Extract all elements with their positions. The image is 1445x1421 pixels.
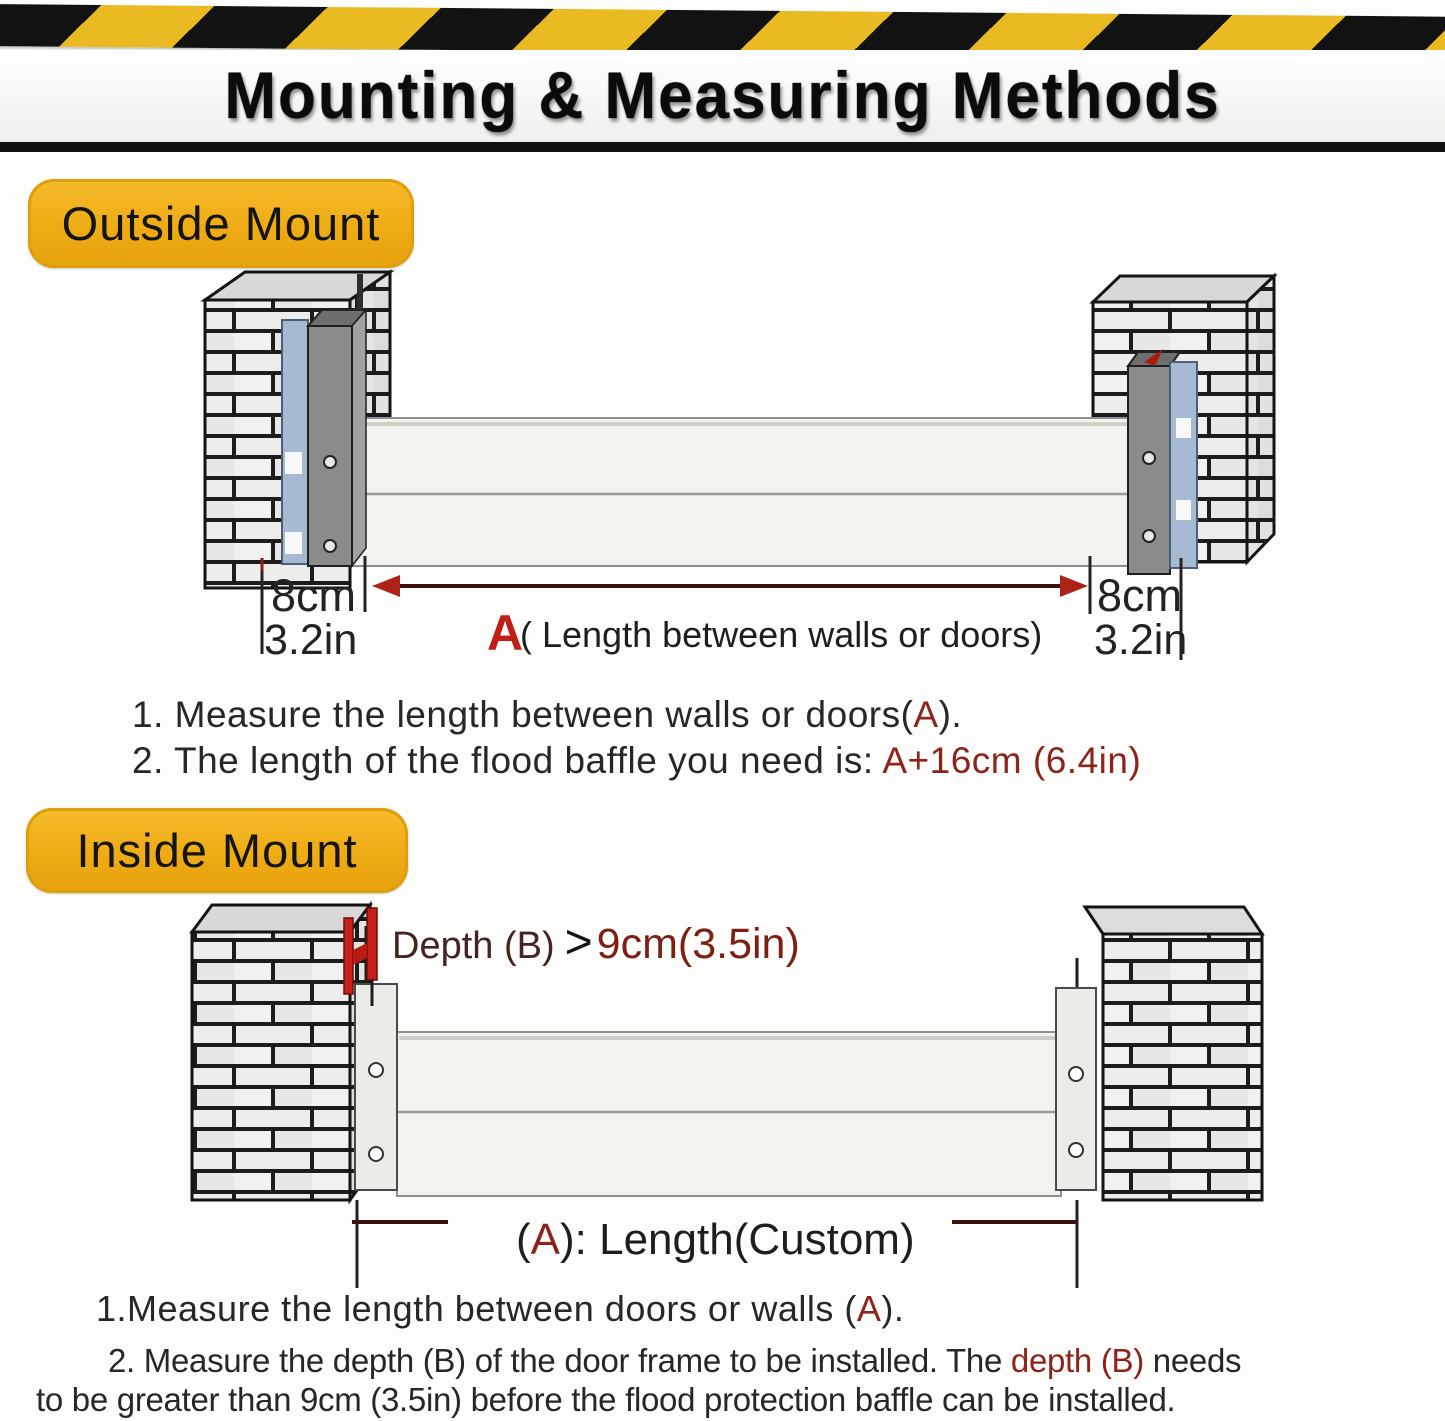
inside-mount-diagram bbox=[0, 898, 1445, 1298]
flood-barrier-panel bbox=[397, 1032, 1061, 1196]
mounting-bracket-right bbox=[1128, 349, 1197, 574]
custom-length-label bbox=[516, 1215, 915, 1264]
outside-step-2 bbox=[132, 740, 1141, 782]
paren-open: ( bbox=[516, 1215, 531, 1264]
dim-left-cm: 8cm bbox=[271, 570, 357, 621]
title-band bbox=[0, 50, 1445, 142]
flood-barrier-panel bbox=[352, 418, 1136, 566]
depth-label bbox=[392, 916, 800, 969]
step-text: 2. The length of the flood baffle you need is: bbox=[132, 740, 883, 781]
inside-step-1 bbox=[96, 1288, 904, 1330]
step-accent: A bbox=[913, 694, 939, 735]
length-letter-a: A bbox=[487, 605, 524, 661]
screw-hole bbox=[324, 456, 336, 468]
dim-right-cm: 8cm bbox=[1097, 570, 1183, 621]
length-caption: ( Length between walls or doors) bbox=[520, 614, 1043, 655]
arrowhead-left bbox=[372, 575, 400, 597]
mounting-plate-right bbox=[1056, 958, 1096, 1190]
step-accent: depth (B) bbox=[1010, 1342, 1144, 1379]
step-text: 1. Measure the length between walls or doors( bbox=[132, 694, 914, 735]
inside-mount-label: Inside Mount bbox=[76, 824, 358, 877]
seal-strip-left bbox=[282, 320, 308, 564]
outside-step-1 bbox=[132, 694, 962, 736]
length-text: ): Length(Custom) bbox=[560, 1215, 915, 1264]
length-letter-a: A bbox=[530, 1215, 561, 1264]
step-text: 2. Measure the depth (B) of the door frame to be installed. The bbox=[108, 1342, 1011, 1379]
page-title: Mounting & Measuring Methods bbox=[224, 59, 1221, 133]
depth-value: 9cm(3.5in) bbox=[596, 920, 800, 968]
step-text: to be greater than 9cm (3.5in) before the flood protection baffle can be installed. bbox=[36, 1381, 1176, 1418]
right-pillar bbox=[1085, 907, 1262, 1200]
screw-hole bbox=[1143, 530, 1155, 542]
dim-left-in: 3.2in bbox=[264, 616, 358, 664]
step-text: ). bbox=[881, 1288, 905, 1329]
screw-hole bbox=[369, 1063, 383, 1077]
step-text: needs bbox=[1143, 1342, 1242, 1379]
inside-step-2 bbox=[108, 1342, 1241, 1380]
mounting-bracket-left bbox=[282, 310, 366, 566]
screw-hole bbox=[324, 540, 336, 552]
step-accent: A+16cm (6.4in) bbox=[882, 740, 1142, 781]
arrowhead-right bbox=[1060, 575, 1088, 597]
screw-hole bbox=[1143, 452, 1155, 464]
inside-mount-badge bbox=[26, 808, 408, 893]
step-text: ). bbox=[938, 694, 963, 735]
depth-name: Depth (B) bbox=[392, 925, 555, 967]
header-divider-bar bbox=[0, 142, 1445, 152]
screw-hole bbox=[1069, 1143, 1083, 1157]
step-accent: A bbox=[856, 1288, 882, 1329]
screw-hole bbox=[369, 1147, 383, 1161]
step-text: 1.Measure the length between doors or walls ( bbox=[96, 1288, 857, 1329]
outside-mount-badge bbox=[28, 179, 414, 268]
screw-hole bbox=[1069, 1067, 1083, 1081]
outside-mount-diagram bbox=[0, 268, 1445, 688]
greater-than-sign: > bbox=[564, 916, 593, 969]
dim-right-in: 3.2in bbox=[1094, 616, 1188, 664]
seal-strip-right bbox=[1170, 362, 1197, 568]
inside-step-2-cont bbox=[36, 1381, 1175, 1419]
outside-mount-label: Outside Mount bbox=[61, 197, 381, 250]
